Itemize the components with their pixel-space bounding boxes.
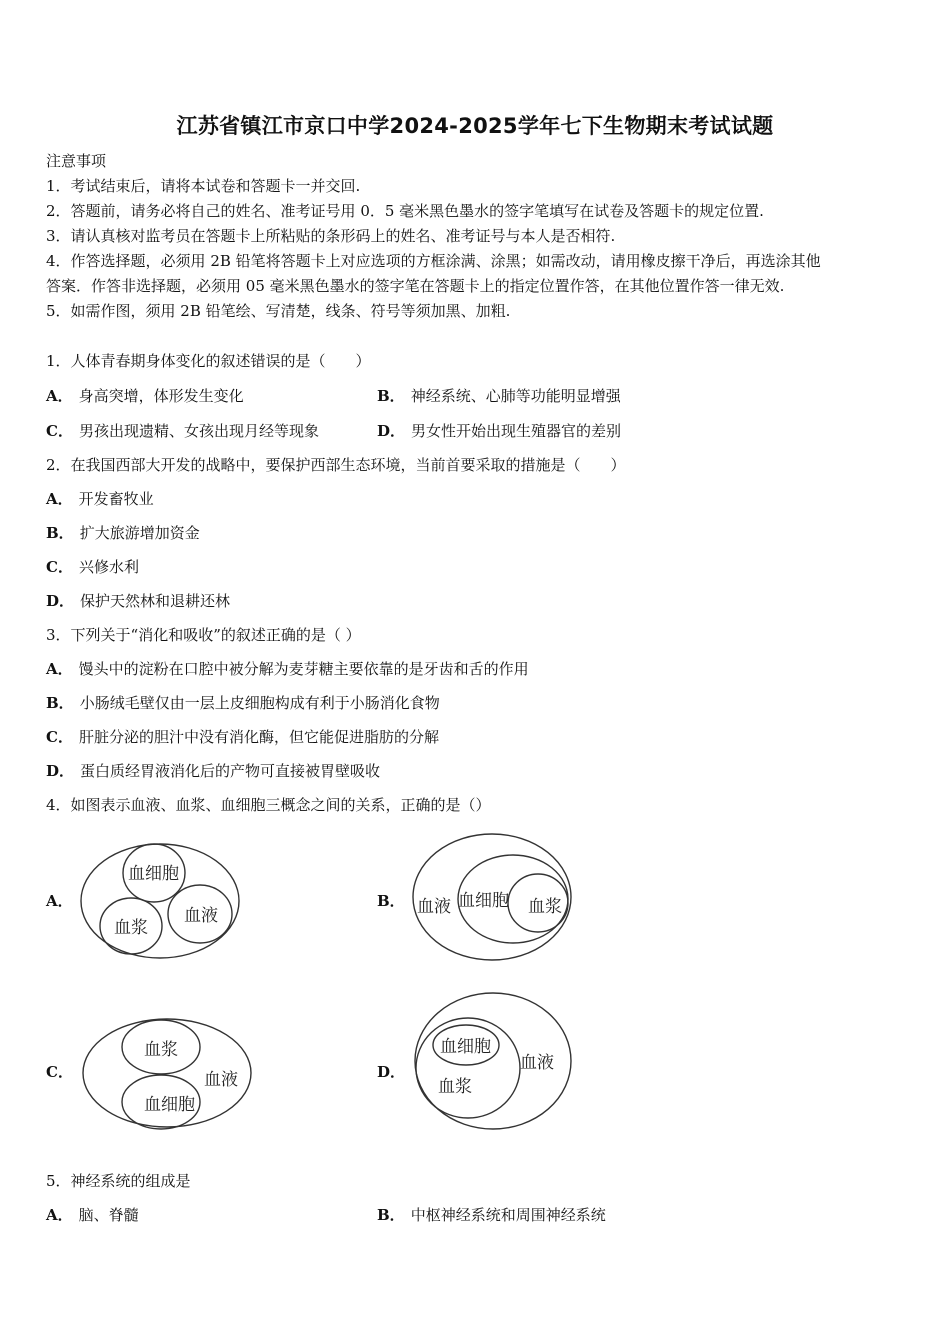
option-letter: C． [46, 1063, 73, 1081]
venn-label: 血液 [417, 897, 451, 917]
option-text: 保护天然林和退耕还林 [80, 592, 231, 610]
option-text: 肝脏分泌的胆汁中没有消化酶，但它能促进脂肪的分解 [78, 728, 439, 746]
notice-item: 答案．作答非选择题，必须用 05 毫米黑色墨水的签字笔在答题卡上的指定位置作答，在其他位置作答一律无效. [46, 277, 785, 295]
notice-heading: 注意事项 [46, 152, 107, 170]
option-letter: A． [46, 1206, 73, 1224]
option-letter: A． [46, 387, 73, 405]
venn-diagram-c [80, 1015, 256, 1135]
question-5-option-a [46, 1205, 139, 1225]
question-3-option-d [46, 761, 380, 781]
option-letter: B． [46, 524, 74, 542]
question-2-option-a [46, 489, 154, 509]
question-3-option-a [46, 659, 529, 679]
venn-diagram-a [78, 838, 248, 962]
notice-item: 4．作答选择题，必须用 2B 铅笔将答题卡上对应选项的方框涂满、涂黑；如需改动，请用橡皮擦干净后，再选涂其他 [46, 252, 821, 270]
option-letter: B． [377, 892, 405, 910]
question-2-option-b [46, 523, 200, 543]
question-3-option-c [46, 727, 439, 747]
option-letter: D． [46, 592, 75, 610]
venn-diagram-b [410, 830, 580, 965]
venn-diagram-d [410, 990, 576, 1132]
notice-item: 5．如需作图，须用 2B 铅笔绘、写清楚，线条、符号等须加黑、加粗. [46, 302, 511, 320]
venn-label: 血细胞 [440, 1037, 491, 1057]
venn-label: 血细胞 [128, 864, 179, 884]
venn-label: 血浆 [144, 1040, 178, 1060]
question-4-stem: 4．如图表示血液、血浆、血细胞三概念之间的关系，正确的是（） [46, 796, 491, 814]
venn-label: 血细胞 [458, 891, 509, 911]
option-text: 兴修水利 [78, 558, 139, 576]
question-1-option-d [377, 421, 621, 441]
option-text: 开发畜牧业 [78, 490, 154, 508]
venn-circle [416, 1018, 520, 1118]
question-1-option-a [46, 386, 244, 406]
option-text: 馒头中的淀粉在口腔中被分解为麦芽糖主要依靠的是牙齿和舌的作用 [78, 660, 529, 678]
option-text: 神经系统、心肺等功能明显增强 [410, 387, 621, 405]
question-4-option-a-letter [46, 891, 79, 911]
notice-item: 1．考试结束后，请将本试卷和答题卡一并交回. [46, 177, 361, 195]
question-3-stem: 3．下列关于“消化和吸收”的叙述正确的是（ ） [46, 626, 361, 644]
venn-label: 血液 [204, 1070, 238, 1090]
question-3-option-b [46, 693, 440, 713]
venn-label: 血液 [520, 1053, 554, 1073]
option-letter: A． [46, 892, 73, 910]
option-text: 小肠绒毛壁仅由一层上皮细胞构成有利于小肠消化食物 [79, 694, 440, 712]
option-letter: A． [46, 660, 73, 678]
option-text: 男孩出现遗精、女孩出现月经等现象 [78, 422, 319, 440]
option-letter: D． [377, 1063, 406, 1081]
option-text: 身高突增，体形发生变化 [78, 387, 244, 405]
notice-item: 2．答题前，请务必将自己的姓名、准考证号用 0．5 毫米黑色墨水的签字笔填写在试卷及答题卡的规定位置. [46, 202, 764, 220]
question-2-option-d [46, 591, 230, 611]
question-2-stem: 2．在我国西部大开发的战略中，要保护西部生态环境，当前首要采取的措施是（ ） [46, 456, 626, 474]
page-title: 江苏省镇江市京口中学2024-2025学年七下生物期末考试试题 [176, 114, 774, 138]
venn-label: 血浆 [528, 897, 562, 917]
venn-label: 血浆 [114, 918, 148, 938]
option-text: 男女性开始出现生殖器官的差别 [411, 422, 622, 440]
question-5-option-b [377, 1205, 606, 1225]
option-letter: C． [46, 728, 73, 746]
notice-item: 3．请认真核对监考员在答题卡上所粘贴的条形码上的姓名、准考证号与本人是否相符. [46, 227, 616, 245]
venn-label: 血液 [184, 906, 218, 926]
option-text: 中枢神经系统和周围神经系统 [410, 1206, 606, 1224]
question-4-option-c-letter [46, 1062, 79, 1082]
option-letter: D． [46, 762, 75, 780]
option-text: 脑、脊髓 [78, 1206, 139, 1224]
venn-label: 血浆 [438, 1077, 472, 1097]
question-1-option-b [377, 386, 621, 406]
question-2-option-c [46, 557, 139, 577]
option-letter: A． [46, 490, 73, 508]
option-letter: B． [46, 694, 74, 712]
question-4-option-d-letter [377, 1062, 411, 1082]
question-5-stem: 5．神经系统的组成是 [46, 1172, 191, 1190]
option-letter: C． [46, 558, 73, 576]
venn-label: 血细胞 [144, 1095, 195, 1115]
option-text: 蛋白质经胃液消化后的产物可直接被胃壁吸收 [80, 762, 381, 780]
option-letter: B． [377, 387, 405, 405]
question-4-option-b-letter [377, 891, 411, 911]
question-1-stem: 1．人体青春期身体变化的叙述错误的是（ ） [46, 352, 371, 370]
question-1-option-c [46, 421, 319, 441]
option-letter: D． [377, 422, 406, 440]
option-letter: C． [46, 422, 73, 440]
option-text: 扩大旅游增加资金 [79, 524, 200, 542]
option-letter: B． [377, 1206, 405, 1224]
